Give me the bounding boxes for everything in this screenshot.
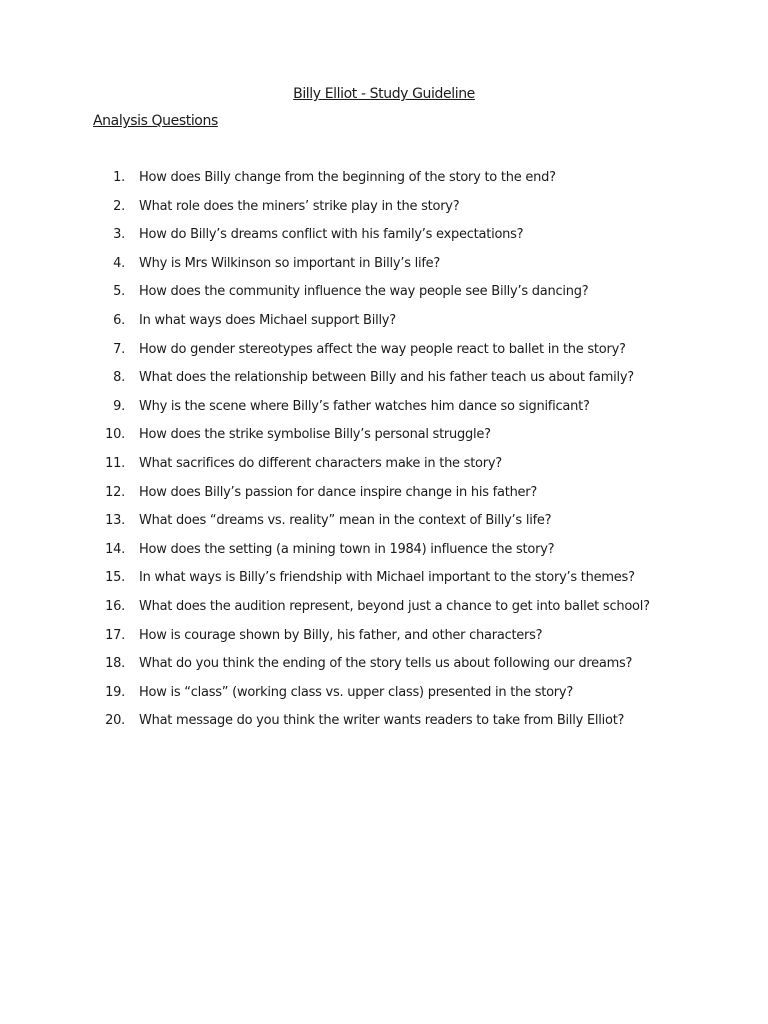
- question-item: [0, 311, 768, 340]
- question-number: 1.: [113, 170, 125, 185]
- question-text: How does Billy change from the beginning of the story to the end?: [139, 170, 556, 185]
- question-number: 20.: [105, 713, 125, 729]
- question-text: How do Billy’s dreams conflict with his family’s expectations?: [139, 227, 524, 243]
- question-number: 17.: [105, 627, 125, 643]
- question-item: [0, 340, 768, 369]
- question-number: 9.: [113, 398, 125, 414]
- question-number: 3.: [113, 227, 125, 243]
- question-number: 8.: [113, 370, 125, 386]
- question-list: [0, 168, 768, 740]
- question-number: 11.: [105, 455, 125, 471]
- question-text: What do you think the ending of the story tells us about following our dreams?: [139, 656, 633, 672]
- question-item: [0, 397, 768, 426]
- question-number: 13.: [105, 513, 125, 529]
- question-item: [0, 511, 768, 540]
- question-text: How does the setting (a mining town in 1984) influence the story?: [139, 541, 555, 557]
- question-text: Why is Mrs Wilkinson so important in Billy’s life?: [139, 255, 441, 271]
- question-item: [0, 425, 768, 454]
- question-number: 15.: [105, 570, 125, 586]
- question-number: 6.: [113, 312, 125, 328]
- question-text: What does the audition represent, beyond just a chance to get into ballet school?: [139, 598, 650, 614]
- question-text: How is “class” (working class vs. upper class) presented in the story?: [139, 684, 573, 700]
- question-text: In what ways is Billy’s friendship with Michael important to the story’s themes?: [139, 570, 635, 586]
- section-heading: Analysis Questions: [93, 113, 218, 129]
- question-item: [0, 711, 768, 740]
- question-number: 2.: [113, 198, 125, 214]
- question-text: How do gender stereotypes affect the way people react to ballet in the story?: [139, 341, 626, 357]
- question-item: [0, 626, 768, 655]
- question-text: How does the community influence the way people see Billy’s dancing?: [139, 284, 589, 300]
- question-number: 18.: [105, 656, 125, 672]
- question-number: 14.: [105, 541, 125, 557]
- question-item: [0, 483, 768, 512]
- question-item: [0, 197, 768, 226]
- question-item: [0, 168, 768, 197]
- question-text: In what ways does Michael support Billy?: [139, 312, 396, 328]
- question-item: [0, 368, 768, 397]
- question-text: What does “dreams vs. reality” mean in the context of Billy’s life?: [139, 513, 552, 529]
- question-item: [0, 254, 768, 283]
- question-item: [0, 597, 768, 626]
- document-title: Billy Elliot - Study Guideline: [293, 86, 475, 102]
- question-text: What message do you think the writer wants readers to take from Billy Elliot?: [139, 713, 625, 729]
- question-number: 19.: [105, 684, 125, 700]
- question-item: [0, 540, 768, 569]
- question-item: [0, 654, 768, 683]
- question-text: What does the relationship between Billy and his father teach us about family?: [139, 370, 634, 386]
- question-number: 10.: [105, 427, 125, 443]
- question-number: 5.: [113, 284, 125, 300]
- question-text: How is courage shown by Billy, his father, and other characters?: [139, 627, 543, 643]
- question-number: 7.: [113, 341, 125, 357]
- question-item: [0, 568, 768, 597]
- question-number: 4.: [113, 255, 125, 271]
- question-text: Why is the scene where Billy’s father watches him dance so significant?: [139, 398, 590, 414]
- question-text: How does the strike symbolise Billy’s personal struggle?: [139, 427, 491, 443]
- question-item: [0, 225, 768, 254]
- question-item: [0, 282, 768, 311]
- question-number: 16.: [105, 598, 125, 614]
- question-text: How does Billy’s passion for dance inspire change in his father?: [139, 484, 538, 500]
- question-text: What role does the miners’ strike play in the story?: [139, 198, 460, 214]
- question-item: [0, 454, 768, 483]
- question-number: 12.: [105, 484, 125, 500]
- question-item: [0, 683, 768, 712]
- question-text: What sacrifices do different characters make in the story?: [139, 455, 502, 471]
